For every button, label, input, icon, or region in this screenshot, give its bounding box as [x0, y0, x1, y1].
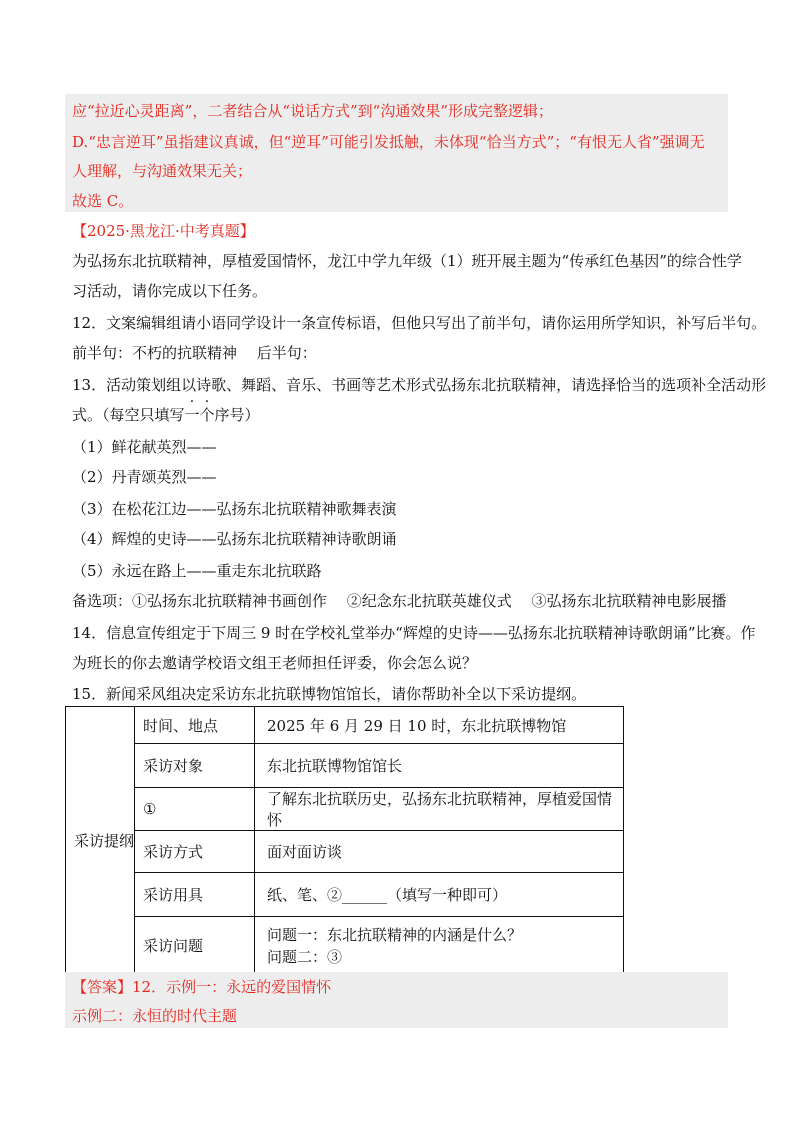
intro-text: 习活动，请你完成以下任务。	[72, 282, 268, 300]
table-row-label: 采访问题	[135, 917, 255, 975]
intro-text: 为弘扬东北抗联精神，厚植爱国情怀，龙江中学九年级（1）班开展主题为“传承红色基因”的综合性学	[72, 252, 742, 270]
table-row-label: 采访用具	[135, 873, 255, 917]
question-14: 为班长的你去邀请学校语文组王老师担任评委，你会怎么说？	[72, 654, 478, 672]
table-row-value: 2025 年 6 月 29 日 10 时，东北抗联博物馆	[255, 707, 624, 744]
answer-line: 示例二：永恒的时代主题	[72, 1007, 238, 1025]
value-text: 纸、笔、②	[267, 886, 343, 904]
question-12: 12．文案编辑组请小语同学设计一条宣传标语，但他只写出了前半句，请你运用所学知识，补写后半句。	[72, 314, 767, 332]
table-row-value	[255, 917, 624, 975]
question-two: 问题二：③	[267, 947, 343, 966]
answer-line: D.“忠言逆耳”虽指建议真诚，但“逆耳”可能引发抵触，未体现“恰当方式”；“有恨无人省”强调无	[72, 133, 705, 151]
q13-item: （5）永远在路上——重走东北抗联路	[72, 562, 322, 580]
q13-text: 序号）	[214, 406, 260, 424]
q13-item: （3）在松花江边——弘扬东北抗联精神歌舞表演	[72, 500, 397, 518]
table-row-label: 时间、地点	[135, 707, 255, 744]
q13-options: 备选项：①弘扬东北抗联精神书画创作 ②纪念东北抗联英雄仪式 ③弘扬东北抗联精神电影展播	[72, 592, 727, 610]
table-row-label: 采访方式	[135, 831, 255, 873]
answer-line: 故选 C。	[72, 192, 134, 210]
value-text: （填写一种即可）	[387, 886, 508, 904]
fill-blank: ______	[342, 886, 388, 904]
q13-text: 式。（每空只填写	[72, 406, 185, 424]
emphasis-char: 一	[184, 406, 200, 424]
question-15: 15．新闻采风组决定采访东北抗联博物馆馆长，请你帮助补全以下采访提纲。	[72, 685, 587, 703]
q13-item: （4）辉煌的史诗——弘扬东北抗联精神诗歌朗诵	[72, 530, 397, 548]
table-row-value	[255, 873, 624, 917]
answer-tag: 【答案】	[72, 978, 133, 996]
q13-item: （1）鲜花献英烈——	[72, 438, 217, 456]
q13-item: （2）丹青颂英烈——	[72, 468, 217, 486]
answer-text: 12．示例一：永远的爱国情怀	[132, 978, 332, 996]
source-tag: 【2025·黑龙江·中考真题】	[72, 222, 255, 240]
question-one: 问题一：东北抗联精神的内涵是什么？	[267, 925, 523, 944]
question-13: 13．活动策划组以诗歌、舞蹈、音乐、书画等艺术形式弘扬东北抗联精神，请选择恰当的选项补全活动形	[72, 376, 767, 394]
table-row-value: 了解东北抗联历史，弘扬东北抗联精神，厚植爱国情怀	[255, 788, 624, 831]
emphasis-char: 个	[199, 406, 215, 424]
table-row-value: 东北抗联博物馆馆长	[255, 744, 624, 788]
table-row-label: 采访对象	[135, 744, 255, 788]
question-14: 14．信息宣传组定于下周三 9 时在学校礼堂举办“辉煌的史诗——弘扬东北抗联精神诗歌朗诵”比赛。作	[72, 624, 756, 642]
answer-line: 人理解，与沟通效果无关；	[72, 162, 253, 180]
interview-outline-table	[65, 706, 624, 975]
table-left-label: 采访提纲	[66, 707, 135, 975]
question-12-prompt: 前半句：不朽的抗联精神 后半句：	[72, 344, 317, 362]
table-row-value: 面对面访谈	[255, 831, 624, 873]
table-row-label: ①	[135, 788, 255, 831]
answer-line: 应“拉近心灵距离”，二者结合从“说话方式”到“沟通效果”形成完整逻辑；	[72, 102, 554, 120]
question-13-line2	[72, 405, 260, 425]
answer-line	[72, 977, 331, 997]
